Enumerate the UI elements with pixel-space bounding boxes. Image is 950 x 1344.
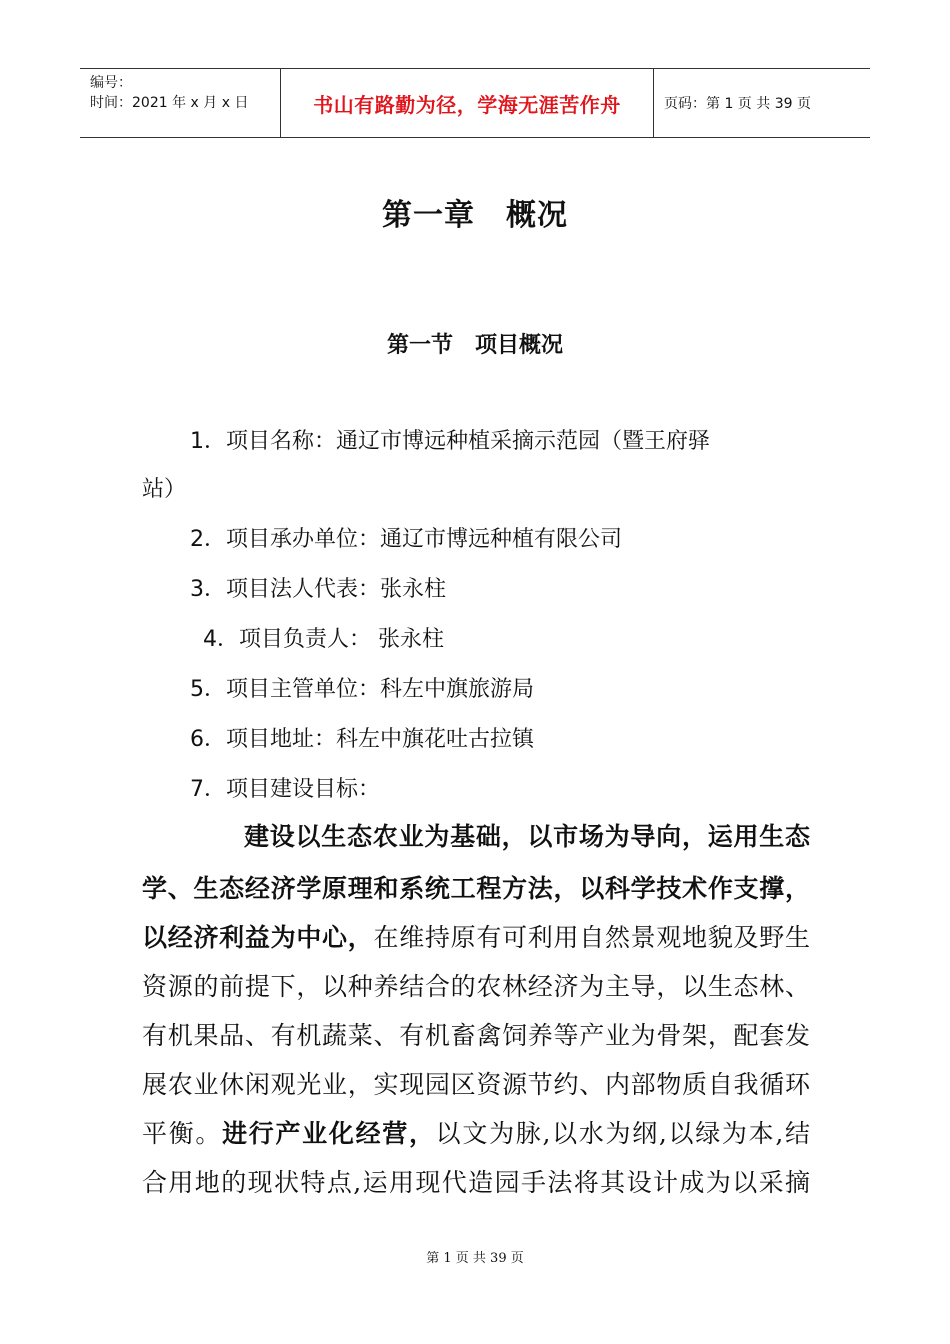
paragraph-line-6: 展农业休闲观光业，实现园区资源节约、内部物质自我循环 bbox=[142, 1070, 810, 1099]
paragraph-line-8: 合用地的现状特点,运用现代造园手法将其设计成为以采摘 bbox=[142, 1168, 810, 1197]
paragraph-line-4: 资源的前提下，以种养结合的农林经济为主导，以生态林、 bbox=[142, 972, 810, 1001]
list-item-goal: 7．项目建设目标： bbox=[190, 777, 380, 802]
paragraph-line-3 bbox=[142, 918, 810, 954]
paragraph-line-7-start: 平衡。 bbox=[142, 1119, 223, 1148]
list-item-authority: 5．项目主管单位：科左中旗旅游局 bbox=[190, 677, 534, 702]
chapter-title: 第一章 概况 bbox=[382, 198, 568, 233]
section-title: 第一节 项目概况 bbox=[386, 333, 563, 358]
header-page-info: 页码：第 1 页 共 39 页 bbox=[664, 96, 811, 112]
paragraph-line-7 bbox=[142, 1114, 810, 1150]
page-header bbox=[80, 68, 870, 138]
paragraph-line-7-text: 以文为脉,以水为纲,以绿为本,结 bbox=[435, 1119, 810, 1148]
list-item-project-name-cont: 站） bbox=[142, 477, 187, 502]
header-meta bbox=[80, 69, 281, 137]
paragraph-line-1-text: 建设以生态农业为基础，以市场为导向，运用生态 bbox=[244, 822, 810, 851]
header-motto: 书山有路勤为径，学海无涯苦作舟 bbox=[313, 92, 621, 117]
list-item-project-name: 1．项目名称：通辽市博远种植采摘示范园（暨王府驿 bbox=[190, 429, 710, 454]
page-footer: 第 1 页 共 39 页 bbox=[426, 1251, 524, 1266]
paragraph-line-5: 有机果品、有机蔬菜、有机畜禽饲养等产业为骨架，配套发 bbox=[142, 1021, 810, 1050]
list-item-organizer: 2．项目承办单位：通辽市博远种植有限公司 bbox=[190, 527, 622, 552]
header-motto-cell bbox=[281, 69, 654, 137]
document-time-label: 时间：2021 年 x 月 x 日 bbox=[90, 95, 249, 111]
list-item-address: 6．项目地址：科左中旗花吐古拉镇 bbox=[190, 727, 534, 752]
paragraph-line-7-bold: 进行产业化经营， bbox=[222, 1119, 436, 1148]
paragraph-line-3-text: 在维持原有可利用自然景观地貌及野生 bbox=[373, 923, 810, 952]
paragraph-line-2 bbox=[142, 869, 810, 905]
list-item-legal-rep: 3．项目法人代表：张永柱 bbox=[190, 577, 446, 602]
paragraph-line-1 bbox=[244, 817, 810, 853]
paragraph-line-3-bold: 以经济利益为中心， bbox=[142, 923, 374, 952]
list-item-manager: 4．项目负责人： 张永柱 bbox=[203, 627, 444, 652]
document-number-label: 编号： bbox=[90, 75, 132, 91]
paragraph-line-2-text: 学、生态经济学原理和系统工程方法，以科学技术作支撑， bbox=[142, 874, 810, 903]
